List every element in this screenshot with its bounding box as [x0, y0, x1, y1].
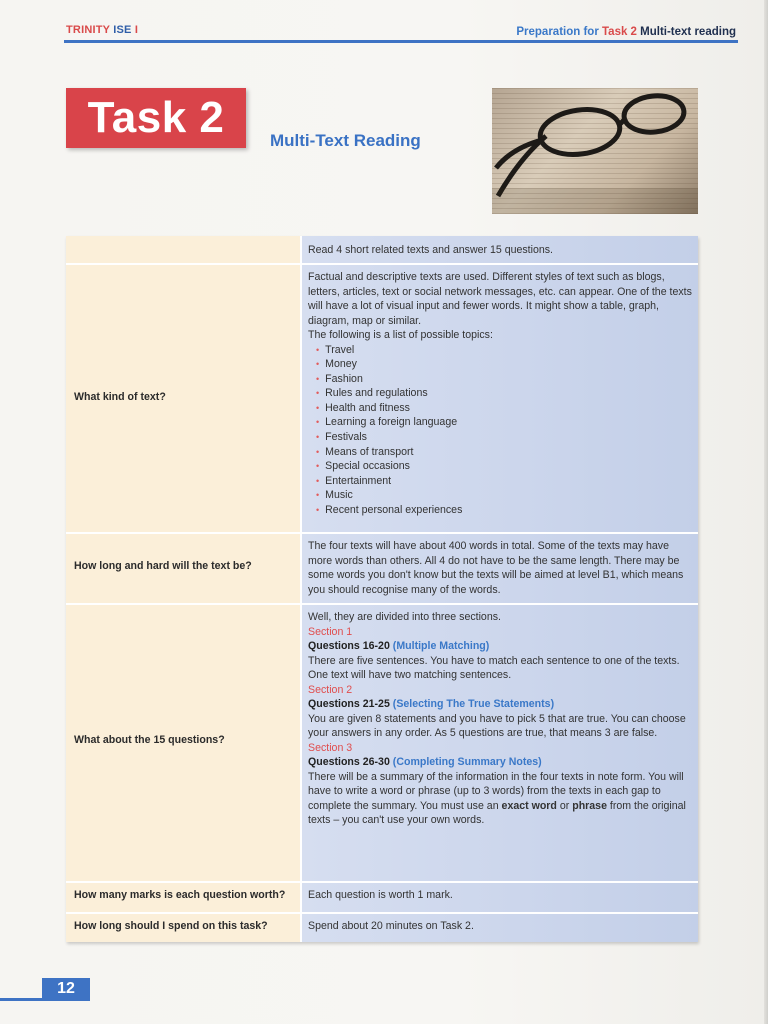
topic-label: Recent personal experiences: [325, 504, 463, 517]
topic-item: [316, 415, 692, 430]
bullet-icon: •: [316, 446, 320, 457]
header-section-title: Multi-text reading: [640, 26, 736, 38]
bullet-icon: •: [316, 475, 320, 486]
intro-text: Read 4 short related texts and answer 15 questions.: [308, 244, 553, 256]
question-column: [66, 236, 300, 942]
glasses-photo: [492, 88, 698, 214]
bullet-icon: •: [316, 490, 320, 501]
topic-item: [316, 474, 692, 489]
question-kind: What kind of text?: [74, 391, 166, 403]
kind-description: Factual and descriptive texts are used. Different styles of text such as blogs, letters, articles, text or social network messages, etc. can appear. One of the texts will have a lot of visual input and fewer words. It might show a table, graph, diagram, map or similar.: [308, 271, 692, 327]
row-divider: [66, 603, 698, 605]
brand-ise: ISE: [113, 24, 132, 36]
sections-intro: Well, they are divided into three sections.: [308, 611, 501, 623]
section-2-type: (Selecting The True Statements): [392, 698, 555, 710]
bullet-icon: •: [316, 417, 320, 428]
info-table: [66, 236, 698, 942]
answer-marks: Each question is worth 1 mark.: [308, 889, 453, 901]
topics-list: [316, 343, 692, 518]
topic-label: Fashion: [325, 372, 363, 385]
bullet-icon: •: [316, 359, 320, 370]
topic-item: [316, 401, 692, 416]
bullet-icon: •: [316, 344, 320, 355]
header-task: Task 2: [602, 26, 637, 38]
section-3-phrase: phrase: [572, 799, 607, 812]
topic-label: Entertainment: [325, 474, 392, 487]
section-3-questions: Questions 26-30: [308, 756, 390, 768]
section-2-heading: [308, 697, 692, 712]
section-1-text: There are five sentences. You have to match each sentence to one of the texts. One text will have two matching sentences.: [308, 654, 680, 681]
question-marks: How many marks is each question worth?: [74, 889, 286, 901]
section-3-heading: [308, 755, 692, 770]
topic-item: [316, 357, 692, 372]
page-number: 12: [42, 978, 90, 1000]
bullet-icon: •: [316, 505, 320, 516]
section-3-label: Section 3: [308, 741, 353, 754]
topic-label: Health and fitness: [325, 401, 410, 414]
brand-name: TRINITY: [66, 24, 110, 36]
topic-label: Means of transport: [325, 445, 414, 458]
topic-label: Music: [325, 489, 353, 502]
bullet-icon: •: [316, 373, 320, 384]
header-prep: Preparation for: [516, 26, 599, 38]
topic-item: [316, 445, 692, 460]
column-divider: [300, 236, 302, 942]
row-divider: [66, 912, 698, 914]
question-questions: What about the 15 questions?: [74, 734, 225, 746]
section-1-label: Section 1: [308, 625, 353, 638]
answer-length: The four texts will have about 400 words in total. Some of the texts may have more words than others. All 4 do not have to be the same length. There may be some words you don't know but the texts will be aimed at level B1, which means you should recognise many of the words.: [308, 540, 684, 596]
topic-label: Special occasions: [325, 460, 410, 473]
task-title: Task 2: [66, 88, 246, 148]
topic-item: [316, 343, 692, 358]
section-3-text-b: from the original texts – you can't use your own words.: [308, 799, 686, 826]
topics-intro: The following is a list of possible topics:: [308, 329, 493, 341]
topic-label: Rules and regulations: [325, 387, 428, 400]
topic-label: Travel: [325, 343, 355, 356]
section-3-text: [308, 770, 692, 828]
topic-item: [316, 386, 692, 401]
brand-separator: I: [134, 24, 139, 36]
section-3-text-a: There will be a summary of the information in the four texts in note form. You will have to write a word or phrase (up to 3 words) from the texts in each gap to complete the summary. You must use an: [308, 770, 684, 812]
glasses-icon: [492, 88, 698, 214]
section-1-type: (Multiple Matching): [392, 640, 490, 652]
row-divider: [66, 881, 698, 883]
topic-item: [316, 488, 692, 503]
question-time: How long should I spend on this task?: [74, 920, 268, 932]
answer-kind: [308, 270, 692, 518]
bullet-icon: •: [316, 461, 320, 472]
bullet-icon: •: [316, 388, 320, 399]
task-subtitle: Multi-Text Reading: [270, 131, 421, 150]
topic-label: Learning a foreign language: [325, 416, 458, 429]
bullet-icon: •: [316, 432, 320, 443]
section-2-text: You are given 8 statements and you have to pick 5 that are true. You can choose your answers in any order. As 5 questions are true, that means 3 are false.: [308, 712, 686, 739]
topic-label: Festivals: [325, 431, 367, 444]
topic-label: Money: [325, 358, 357, 371]
section-3-or: or: [559, 799, 570, 812]
topic-item: [316, 430, 692, 445]
row-divider: [66, 532, 698, 534]
header-rule: [64, 40, 738, 43]
section-3-type: (Completing Summary Notes): [392, 756, 542, 768]
section-2-questions: Questions 21-25: [308, 698, 390, 710]
page-edge: [764, 0, 768, 1024]
section-1-questions: Questions 16-20: [308, 640, 390, 652]
answer-questions: [308, 610, 692, 828]
topic-item: [316, 372, 692, 387]
section-3-exact: exact word: [501, 799, 557, 812]
topic-item: [316, 503, 692, 518]
answer-time: Spend about 20 minutes on Task 2.: [308, 920, 474, 932]
section-2-label: Section 2: [308, 683, 353, 696]
header-brand: [66, 24, 138, 36]
bullet-icon: •: [316, 402, 320, 413]
topic-item: [316, 459, 692, 474]
section-1-heading: [308, 639, 692, 654]
header-section: [516, 26, 736, 38]
question-length: How long and hard will the text be?: [74, 560, 252, 572]
row-divider: [66, 263, 698, 265]
